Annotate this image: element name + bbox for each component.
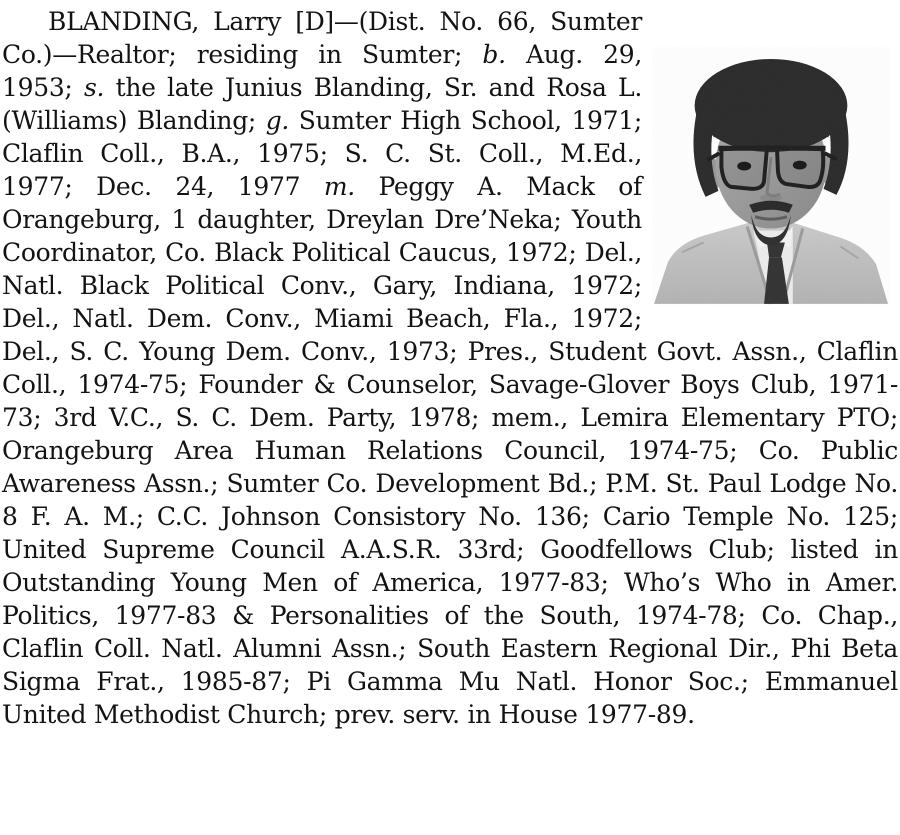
bio-segment: the late Junius Blanding, Sr. and Rosa L. (Williams) Blanding; [2,73,642,135]
bio-segment: g. [265,106,290,135]
portrait-photo [642,5,898,335]
portrait-illustration [652,47,890,305]
bio-segment: s. [83,73,105,102]
bio-segment: Sumter High School, 1971; Claflin Coll., B.A., 1975; S. C. St. Coll., M.Ed., 1977; Dec. 24, 1977 [2,106,642,201]
bio-segment: BLANDING, Larry [D]—(Dist. No. 66, Sumter Co.)—Realtor; residing in Sumter; [2,7,642,69]
bio-segment: Peggy A. Mack of Orangeburg, 1 daughter, Dreylan Dre’Neka; Youth Coordinator, Co. Black Political Caucus, 1972; Del., Natl. Black Political Conv., Gary, Indiana, 1972; Del., Natl. Dem. Conv., Miami Beach, Fla., 1972; Del., S. C. Young Dem. Conv., 1973; Pres., Student Govt. Assn., Claflin Coll., 1974-75; Founder & Counselor, Savage-Glover Boys Club, 1971-73; 3rd V.C., S. C. Dem. Party, 1978; mem., Lemira Elementary PTO; Orangeburg Area Human Relations Council, 1974-75; Co. Public Awareness Assn.; Sumter Co. Development Bd.; P.M. St. Paul Lodge No. 8 F. A. M.; C.C. Johnson Consistory No. 136; Cario Temple No. 125; United Supreme Council A.A.S.R. 33rd; Goodfellows Club; listed in Outstanding Young Men of America, 1977-83; Who’s Who in Amer. Politics, 1977-83 & Personalities of the South, 1974-78; Co. Chap., Claflin Coll. Natl. Alumni Assn.; South Eastern Regional Dir., Phi Beta Sigma Frat., 1985-87; Pi Gamma Mu Natl. Honor Soc.; Emmanuel United Methodist Church; prev. serv. in House 1977-89. [2,172,898,729]
bio-segment: m. [323,172,355,201]
scan-grain-overlay [652,48,890,304]
bio-segment: Aug. 29, 1953; [2,40,643,102]
bio-segment: b. [482,40,506,69]
